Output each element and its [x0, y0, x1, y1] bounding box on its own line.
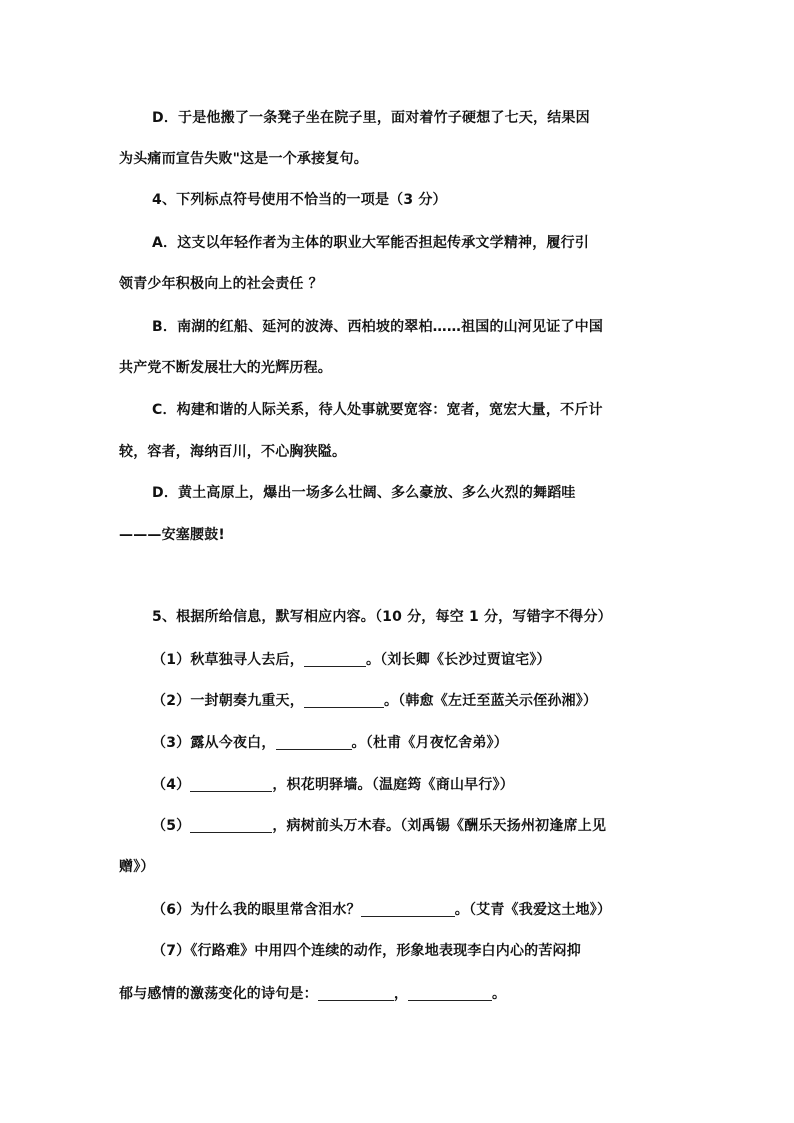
- q5-item-3-prefix: （3）露从今夜白，: [152, 735, 276, 751]
- q5-item-1: [152, 652, 551, 667]
- q4-option-b-line2: 共产党不断发展壮大的光辉历程。: [119, 360, 332, 376]
- q4-option-b-line1: B．南湖的红船、延河的波涛、西柏坡的翠柏……祖国的山河见证了中国: [152, 319, 604, 335]
- q5-item-1-suffix: 。（刘长卿《长沙过贾谊宅》）: [365, 652, 551, 668]
- q5-item-5-continuation: 赠》）: [119, 859, 155, 875]
- q5-item-7-line2: [119, 986, 506, 1001]
- q5-item-1-prefix: （1）秋草独寻人去后，: [152, 652, 304, 668]
- q4-option-d-line1: D．黄土高原上，爆出一场多么壮阔、多么豪放、多么火烈的舞蹈哇: [152, 485, 576, 501]
- q5-item-6-prefix: （6）为什么我的眼里常含泪水？: [152, 902, 361, 918]
- q5-item-6: [152, 902, 611, 917]
- q4-option-a-line2: 领青少年积极向上的社会责任 ？: [119, 276, 323, 292]
- q5-item-7-separator: ，: [393, 986, 409, 1002]
- q4-stem: 4、下列标点符号使用不恰当的一项是（3 分）: [152, 192, 447, 208]
- answer-blank[interactable]: [190, 777, 272, 792]
- q5-item-4-suffix: ，枳花明驿墙。（温庭筠《商山早行》）: [272, 777, 514, 793]
- q5-item-4: [152, 777, 514, 792]
- q5-item-2-prefix: （2）一封朝奏九重天，: [152, 693, 304, 709]
- q5-item-2: [152, 693, 597, 708]
- q5-item-7-suffix: 。: [492, 986, 507, 1002]
- q4-option-a-line1: A．这支以年轻作者为主体的职业大军能否担起传承文学精神，履行引: [152, 235, 590, 251]
- q5-item-4-prefix: （4）: [152, 777, 191, 793]
- q5-item-5: [152, 818, 606, 833]
- q4-option-c-line1: C．构建和谐的人际关系，待人处事就要宽容：宽者，宽宏大量，不斤计: [152, 402, 603, 418]
- q4-option-d-line2: ———安塞腰鼓!: [119, 527, 225, 543]
- q5-item-6-suffix: 。（艾青《我爱这土地》）: [454, 902, 612, 918]
- q5-item-2-suffix: 。（韩愈《左迁至蓝关示侄孙湘》）: [383, 693, 598, 709]
- answer-blank[interactable]: [304, 652, 366, 667]
- q5-item-3: [152, 735, 508, 750]
- q5-item-5-suffix: ，病树前头万木春。（刘禹锡《酬乐天扬州初逢席上见: [272, 818, 607, 834]
- answer-blank[interactable]: [361, 902, 455, 917]
- answer-blank[interactable]: [408, 986, 492, 1001]
- answer-blank[interactable]: [190, 818, 272, 833]
- answer-blank[interactable]: [276, 735, 352, 750]
- q5-stem: 5、根据所给信息，默写相应内容。（10 分，每空 1 分，写错字不得分）: [152, 609, 612, 625]
- q5-item-3-suffix: 。（杜甫《月夜忆舍弟》）: [351, 735, 508, 751]
- q5-item-7-prefix: 郁与感情的激荡变化的诗句是：: [119, 986, 318, 1002]
- q3-option-d-line2: 为头痛而宣告失败"这是一个承接复句。: [119, 151, 368, 167]
- q5-item-7-line1: （7）《行路难》中用四个连续的动作，形象地表现李白内心的苦闷抑: [152, 943, 581, 959]
- answer-blank[interactable]: [318, 986, 394, 1001]
- q4-option-c-line2: 较，容者，海纳百川，不心胸狭隘。: [119, 444, 347, 460]
- q5-item-5-prefix: （5）: [152, 818, 191, 834]
- q3-option-d-line1: D．于是他搬了一条凳子坐在院子里，面对着竹子硬想了七天，结果因: [152, 110, 590, 126]
- answer-blank[interactable]: [304, 693, 384, 708]
